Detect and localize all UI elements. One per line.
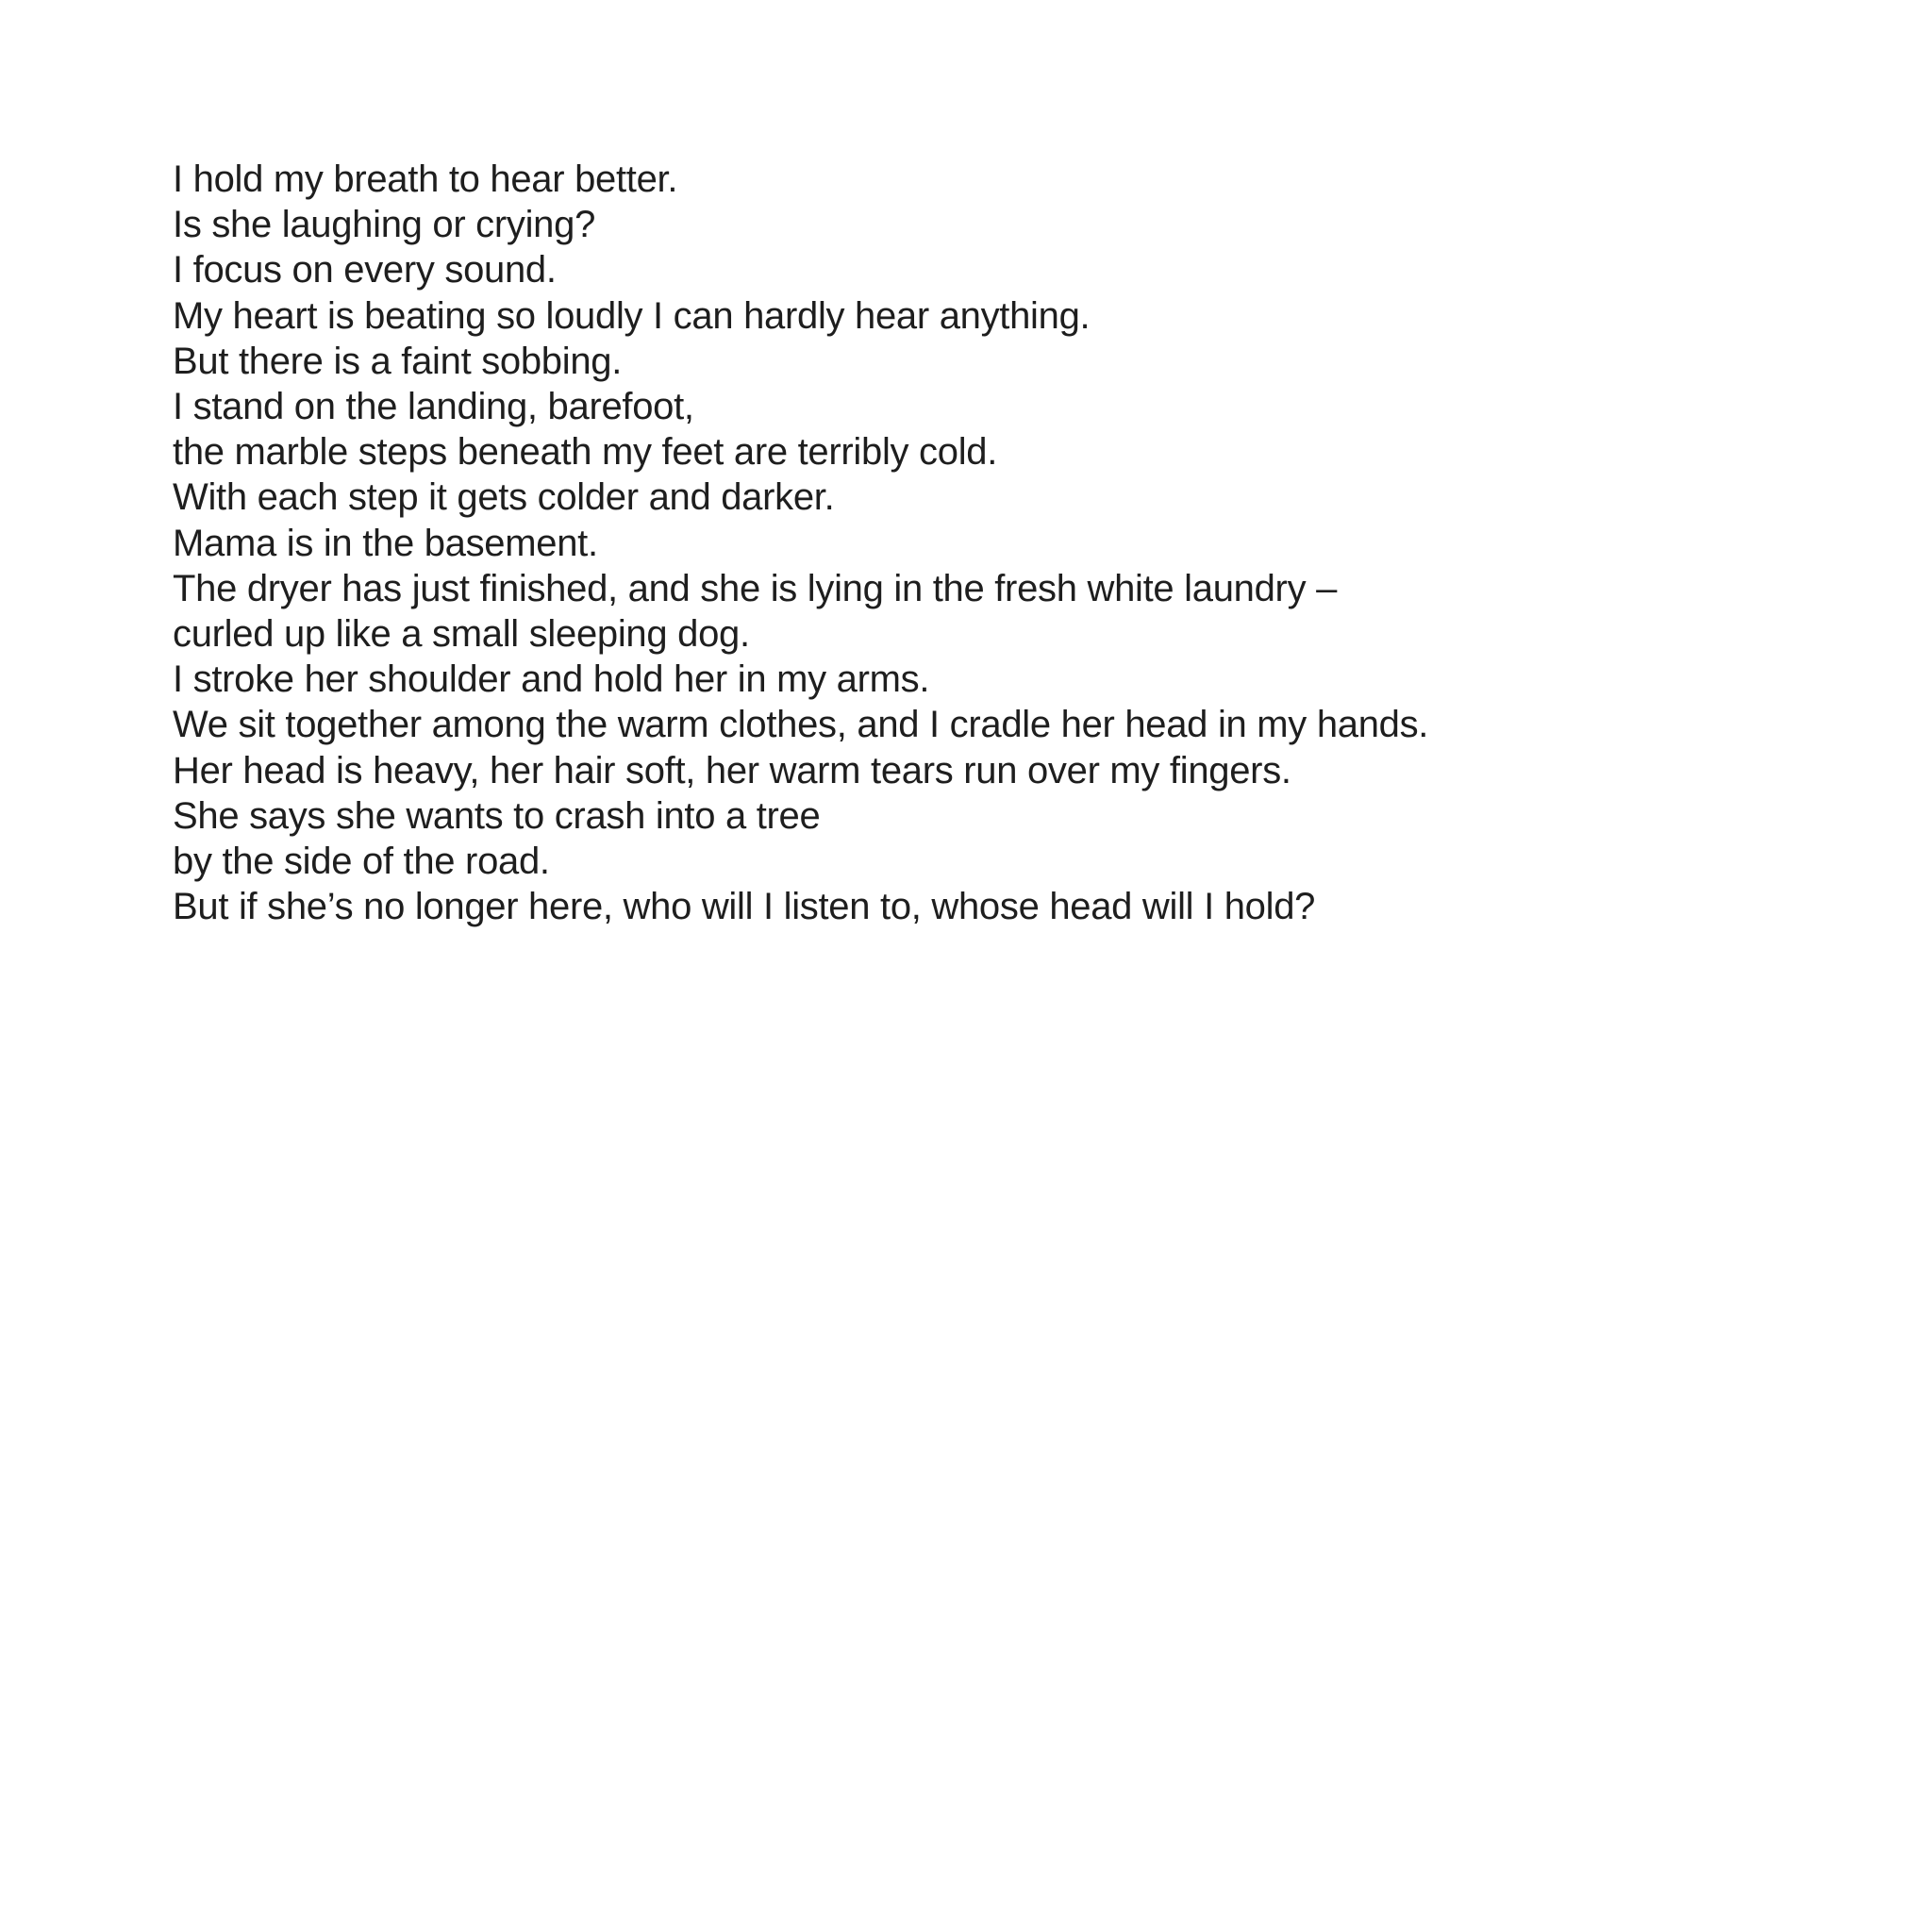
poem-line: Her head is heavy, her hair soft, her warm tears run over my fingers. <box>173 749 1291 791</box>
poem-line: I hold my breath to hear better. <box>173 158 678 200</box>
poem-line: But if she’s no longer here, who will I listen to, whose head will I hold? <box>173 886 1316 928</box>
poem-line: She says she wants to crash into a tree <box>173 794 821 837</box>
poem-line: the marble steps beneath my feet are terribly cold. <box>173 431 998 474</box>
poem-line: Is she laughing or crying? <box>173 204 596 246</box>
poem-line: Mama is in the basement. <box>173 522 598 564</box>
poem-line: With each step it gets colder and darker. <box>173 476 835 519</box>
poem-line: I stand on the landing, barefoot, <box>173 386 694 428</box>
poem-line: curled up like a small sleeping dog. <box>173 613 750 656</box>
poem-line: But there is a faint sobbing. <box>173 340 623 382</box>
poem-line: by the side of the road. <box>173 841 550 883</box>
poem-line: The dryer has just finished, and she is lying in the fresh white laundry – <box>173 567 1338 609</box>
poem-text-block <box>173 157 1776 929</box>
poem-line: My heart is beating so loudly I can hardly hear anything. <box>173 294 1091 337</box>
poem-line: I focus on every sound. <box>173 249 557 291</box>
poem-line: I stroke her shoulder and hold her in my arms. <box>173 658 930 701</box>
poem-line: We sit together among the warm clothes, and I cradle her head in my hands. <box>173 704 1429 746</box>
